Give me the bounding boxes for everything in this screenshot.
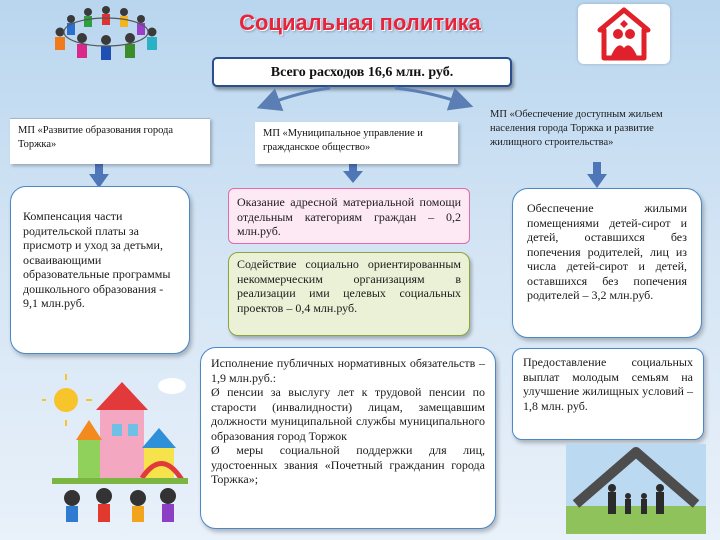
public-obligations-box: [200, 347, 496, 529]
down-arrow-center: [343, 164, 363, 183]
nko-support-box: Содействие социально ориентированным некоммерческим организациям в реализации ими целевых социальных проектов – 0,4 млн.руб.: [228, 252, 470, 336]
compensation-box: Компенсация части родительской платы за присмотр и уход за детьми, осваивающими образовательные программы дошкольного образования - 9,1 млн.руб.: [10, 186, 190, 354]
orphans-housing-box: Обеспечение жилыми помещениями детей-сирот и детей, оставшихся без попечения родителей, лиц из числа детей-сирот и детей, оставшихся без попечения родителей – 3,2 млн.руб.: [512, 188, 702, 338]
playground-illustration: [42, 368, 192, 528]
total-expenses: Всего расходов 16,6 млн. руб.: [212, 57, 512, 87]
obligations-heading: Исполнение публичных нормативных обязательств – 1,9 млн.руб.:: [211, 356, 485, 385]
obligations-bullet-honorary: Ø меры социальной поддержки для лиц, удостоенных звания «Почетный гражданин города Торжка»;: [211, 443, 485, 486]
arrow-to-right-program: [395, 88, 462, 103]
targeted-aid-box: Оказание адресной материальной помощи отдельным категориям граждан – 0,2 млн.руб.: [228, 188, 470, 244]
arrow-to-left-program: [268, 88, 330, 104]
down-arrow-right: [587, 162, 607, 188]
social-protection-emblem: [578, 4, 670, 64]
page-title: Социальная политика: [239, 10, 481, 35]
house-family-icon: [578, 4, 670, 64]
young-families-box: Предоставление социальных выплат молодым семьям на улучшение жилищных условий –1,8 млн. руб.: [512, 348, 704, 440]
program-municipal-management: МП «Муниципальное управление и гражданское общество»: [255, 122, 458, 164]
program-housing: МП «Обеспечение доступным жильем населения города Торжка и развитие жилищного строительства»: [490, 109, 663, 148]
obligations-bullet-pensions: Ø пенсии за выслугу лет к трудовой пенсии по старости (инвалидности) лицам, замещавшим должности муниципальной службы муниципального образования город Торжок: [211, 385, 485, 443]
program-education: МП «Развитие образования города Торжка»: [10, 118, 210, 164]
down-arrow-left: [89, 164, 109, 188]
family-house-illustration: [566, 444, 706, 534]
